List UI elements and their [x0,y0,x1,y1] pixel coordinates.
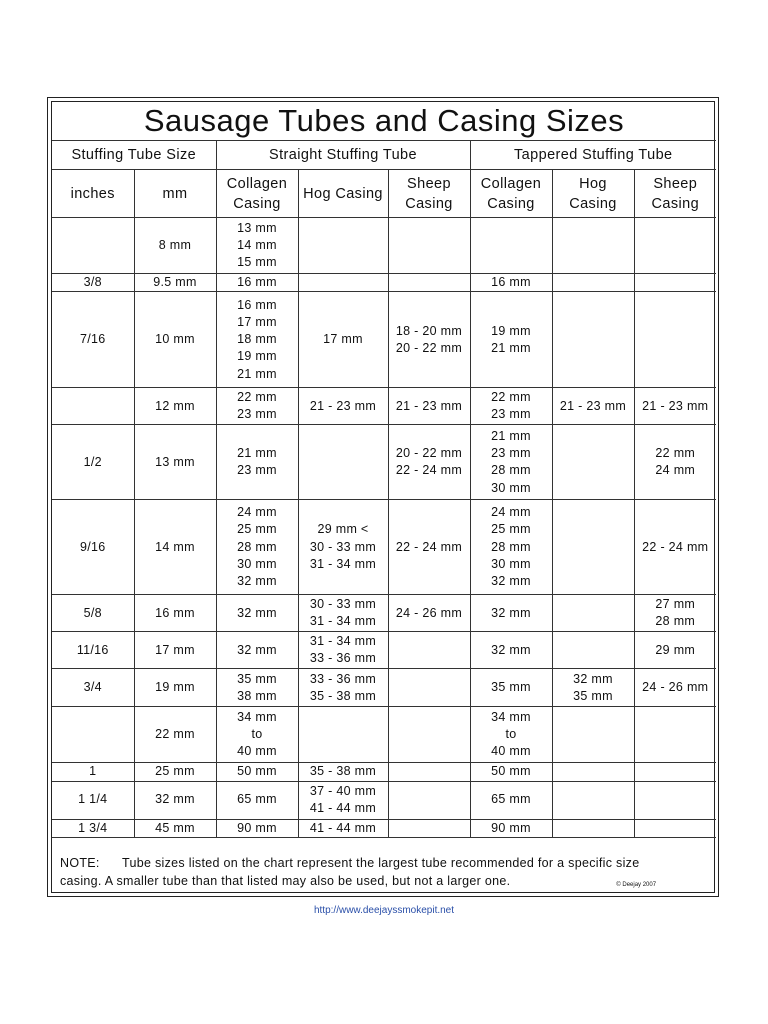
column-header-line: Collagen [480,175,542,192]
column-header-t-hog [552,170,634,218]
table-cell-s-collagen [216,218,298,274]
cell-value: 16 mm [155,605,195,620]
table-cell-s-sheep [388,292,470,388]
table-cell-inches [52,274,134,292]
cell-value: 30 mm [237,556,277,571]
cell-value: 10 mm [155,332,195,347]
cell-value: 28 mm [491,539,531,554]
table-cell-inches [52,218,134,274]
table-cell-s-sheep [388,595,470,632]
table-cell-t-collagen [470,763,552,781]
table-cell-s-collagen [216,595,298,632]
table-row [52,425,716,500]
cell-value: 31 - 34 mm [309,556,377,571]
cell-value: to [505,727,517,742]
cell-value: 21 - 23 mm [642,398,709,413]
note-label: NOTE: [60,855,100,870]
cell-value: 24 - 26 mm [642,680,709,695]
cell-value: 23 mm [491,407,531,422]
table-cell-t-sheep [634,595,716,632]
cell-value: 17 mm [323,332,363,347]
cell-value: 21 mm [237,446,277,460]
cell-value: 25 mm [237,522,277,537]
table-cell-s-sheep [388,218,470,274]
column-header-line: Sheep [653,175,698,192]
cell-value: 1 3/4 [78,820,108,835]
column-header-s-collagen [216,170,298,218]
cell-value: 40 mm [237,744,277,759]
table-cell-s-collagen [216,781,298,819]
table-cell-t-collagen [470,274,552,292]
table-cell-mm [134,632,216,669]
cell-value: 41 - 44 mm [309,801,377,816]
table-cell-s-collagen [216,500,298,595]
cell-value: 35 - 38 mm [309,764,377,779]
page-title: Sausage Tubes and Casing Sizes [52,102,716,141]
cell-value: 25 mm [491,522,531,537]
cell-value: 21 - 23 mm [309,398,377,413]
table-cell-s-collagen [216,632,298,669]
cell-value: 15 mm [237,255,277,270]
cell-value: 14 mm [237,237,277,252]
table-cell-t-hog [552,595,634,632]
table-cell-t-hog [552,425,634,500]
cell-value: 34 mm [237,709,277,724]
table-cell-t-sheep [634,292,716,388]
cell-value: 19 mm [237,349,277,364]
table-cell-t-collagen [470,292,552,388]
table-cell-t-collagen [470,669,552,707]
table-cell-s-hog [298,388,388,425]
table-cell-mm [134,292,216,388]
note-line-2: casing. A smaller tube than that listed may also be used, but not a larger one. [60,873,511,888]
column-header-line: Hog [579,175,607,192]
cell-value: 35 mm [237,671,277,686]
cell-value: 90 mm [491,820,531,835]
table-cell-inches [52,669,134,707]
column-header-t-sheep [634,170,716,218]
column-header-line: Casing [405,195,453,212]
cell-value: 32 mm [155,792,195,807]
cell-value: 24 mm [237,505,277,520]
table-cell-inches [52,292,134,388]
cell-value: 22 mm [237,390,277,404]
cell-value: 40 mm [491,744,531,759]
table-cell-inches [52,425,134,500]
table-cell-mm [134,500,216,595]
cell-value: 65 mm [491,792,531,807]
column-header-line: Casing [651,195,700,212]
cell-value: 17 mm [155,642,195,657]
cell-value: 9.5 mm [153,275,197,289]
cell-value: 45 mm [155,820,195,835]
table-cell-mm [134,763,216,781]
cell-value: 29 mm [655,642,696,657]
table-cell-t-hog [552,707,634,763]
group-header-stuffing-tube-size: Stuffing Tube Size [52,141,216,170]
table-cell-s-collagen [216,763,298,781]
column-header-line: Casing [233,195,281,212]
table-cell-t-hog [552,763,634,781]
table-cell-s-collagen [216,819,298,837]
table-cell-s-sheep [388,388,470,425]
website-link[interactable]: http://www.deejayssmokepit.net [313,905,455,916]
table-cell-s-sheep [388,274,470,292]
cell-value: 50 mm [237,764,277,779]
table-row [52,781,716,819]
table-row [52,763,716,781]
cell-value: 30 mm [491,480,531,495]
table-cell-s-collagen [216,292,298,388]
cell-value: 22 mm [655,446,696,460]
table-cell-t-sheep [634,781,716,819]
table-cell-s-hog [298,707,388,763]
table-cell-t-sheep [634,669,716,707]
table-cell-s-collagen [216,274,298,292]
table-cell-t-collagen [470,781,552,819]
table-cell-mm [134,707,216,763]
table-cell-t-collagen [470,595,552,632]
table-cell-s-collagen [216,425,298,500]
table-cell-t-hog [552,632,634,669]
column-header-mm [134,170,216,218]
column-header-line: Hog Casing [303,185,383,202]
table-cell-t-hog [552,218,634,274]
cell-value: 35 - 38 mm [309,688,377,703]
cell-value: 23 mm [237,407,277,422]
table-cell-mm [134,425,216,500]
cell-value: 21 mm [237,366,277,381]
table-cell-s-hog [298,500,388,595]
cell-value: 29 mm < [317,522,369,537]
column-header-row [52,170,716,218]
cell-value: 16 mm [237,297,277,312]
cell-value: 32 mm [491,605,531,620]
cell-value: 32 mm [573,671,613,686]
cell-value: 21 - 23 mm [559,398,627,413]
cell-value: 20 - 22 mm [395,446,463,460]
cell-value: 25 mm [155,764,195,779]
table-cell-s-collagen [216,669,298,707]
column-header-line: Collagen [226,175,288,192]
table-cell-t-collagen [470,632,552,669]
cell-value: 23 mm [237,463,277,478]
table-cell-s-hog [298,218,388,274]
cell-value: 8 mm [158,237,192,252]
table-row [52,500,716,595]
table-row [52,632,716,669]
column-header-line: Casing [487,195,535,212]
column-header-line: inches [70,185,115,202]
cell-value: 12 mm [155,398,195,413]
cell-value: 13 mm [155,454,195,469]
cell-value: 3/4 [83,680,102,695]
table-cell-t-sheep [634,500,716,595]
cell-value: 20 - 22 mm [395,340,463,355]
chart-frame [47,97,719,897]
title-row [52,102,716,141]
table-cell-s-sheep [388,707,470,763]
cell-value: 1 [89,764,97,779]
cell-value: 33 - 36 mm [309,671,377,686]
table-cell-s-hog [298,763,388,781]
table-cell-inches [52,707,134,763]
table-row [52,292,716,388]
cell-value: 27 mm [655,597,696,611]
cell-value: 32 mm [491,642,531,657]
cell-value: 16 mm [237,275,277,289]
table-cell-t-collagen [470,500,552,595]
cell-value: 13 mm [237,220,277,235]
table-cell-s-sheep [388,500,470,595]
cell-value: 38 mm [237,688,277,703]
table-cell-s-hog [298,425,388,500]
table-cell-t-sheep [634,425,716,500]
table-cell-mm [134,388,216,425]
cell-value: 33 - 36 mm [309,651,377,666]
group-header-row [52,141,716,170]
cell-value: 5/8 [83,605,102,620]
cell-value: 35 mm [491,680,531,695]
table-cell-t-collagen [470,388,552,425]
table-cell-s-sheep [388,763,470,781]
table-row [52,388,716,425]
column-header-inches [52,170,134,218]
cell-value: 32 mm [491,574,531,589]
cell-value: 16 mm [491,275,531,289]
table-cell-inches [52,781,134,819]
table-cell-mm [134,819,216,837]
table-cell-s-hog [298,781,388,819]
table-cell-s-collagen [216,388,298,425]
table-cell-s-hog [298,819,388,837]
cell-value: 22 - 24 mm [642,539,709,554]
table-cell-inches [52,595,134,632]
column-header-s-sheep [388,170,470,218]
table-cell-inches [52,632,134,669]
table-cell-s-hog [298,669,388,707]
cell-value: 30 - 33 mm [309,539,377,554]
cell-value: 21 mm [491,340,531,355]
cell-value: 19 mm [491,323,531,338]
column-header-line: Casing [569,195,617,212]
table-cell-t-sheep [634,632,716,669]
table-cell-s-hog [298,274,388,292]
table-cell-s-hog [298,632,388,669]
table-row [52,218,716,274]
note [52,837,716,898]
table-cell-t-hog [552,388,634,425]
cell-value: 9/16 [79,539,106,554]
table-cell-inches [52,500,134,595]
table-cell-inches [52,388,134,425]
table-cell-inches [52,763,134,781]
cell-value: 24 mm [655,463,696,478]
table-cell-t-sheep [634,763,716,781]
cell-value: 32 mm [237,642,277,657]
cell-value: 34 mm [491,709,531,724]
cell-value: 18 - 20 mm [395,323,463,338]
cell-value: 90 mm [237,820,277,835]
table-cell-t-sheep [634,274,716,292]
table-cell-s-sheep [388,425,470,500]
cell-value: 11/16 [76,642,109,657]
table-row [52,595,716,632]
group-header-tappered: Tappered Stuffing Tube [470,141,716,170]
table-cell-mm [134,274,216,292]
cell-value: 28 mm [491,463,531,478]
cell-value: 22 mm [491,390,531,404]
note-row [52,837,716,898]
table-cell-s-collagen [216,707,298,763]
cell-value: 21 mm [491,428,531,443]
cell-value: 32 mm [237,574,277,589]
cell-value: 30 mm [491,556,531,571]
table-cell-t-collagen [470,819,552,837]
cell-value: 18 mm [237,332,277,347]
table-cell-s-hog [298,595,388,632]
table-cell-t-sheep [634,388,716,425]
cell-value: 28 mm [655,614,696,629]
cell-value: 50 mm [491,764,531,779]
table-cell-mm [134,781,216,819]
table-cell-t-sheep [634,218,716,274]
cell-value: 37 - 40 mm [309,783,377,798]
table-cell-t-hog [552,500,634,595]
copyright: © Deejay 2007 [616,881,657,888]
table-cell-s-sheep [388,632,470,669]
column-header-s-hog [298,170,388,218]
cell-value: 21 - 23 mm [395,398,463,413]
table-cell-s-sheep [388,781,470,819]
note-line-1: Tube sizes listed on the chart represent the largest tube recommended for a specific size [122,855,640,870]
cell-value: 30 - 33 mm [309,597,377,611]
table-body [52,218,716,838]
table-cell-s-hog [298,292,388,388]
table-row [52,669,716,707]
cell-value: 24 - 26 mm [395,605,463,620]
group-header-straight: Straight Stuffing Tube [216,141,470,170]
table-cell-t-hog [552,781,634,819]
table-cell-t-hog [552,669,634,707]
table-cell-t-hog [552,819,634,837]
cell-value: 3/8 [83,275,102,289]
cell-value: 22 - 24 mm [395,539,463,554]
table-row [52,274,716,292]
column-header-t-collagen [470,170,552,218]
table-cell-t-sheep [634,819,716,837]
cell-value: 1 1/4 [78,792,108,807]
table-cell-mm [134,218,216,274]
table-cell-inches [52,819,134,837]
cell-value: 22 mm [155,727,195,742]
cell-value: 14 mm [155,539,195,554]
column-header-line: Sheep [407,175,451,192]
table-cell-t-sheep [634,707,716,763]
cell-value: 65 mm [237,792,277,807]
chart-inner-border [51,101,715,893]
table-cell-t-collagen [470,425,552,500]
table-cell-t-hog [552,292,634,388]
cell-value: 31 - 34 mm [309,634,377,648]
cell-value: 28 mm [237,539,277,554]
cell-value: 31 - 34 mm [309,614,377,629]
cell-value: 7/16 [79,332,106,347]
cell-value: 35 mm [573,688,613,703]
table-cell-t-hog [552,274,634,292]
cell-value: 23 mm [491,446,531,460]
cell-value: 1/2 [83,454,102,469]
column-header-line: mm [162,185,188,202]
cell-value: 32 mm [237,605,277,620]
table-cell-t-collagen [470,218,552,274]
table-row [52,707,716,763]
casing-size-table [52,102,716,898]
cell-value: 17 mm [237,314,277,329]
table-cell-s-sheep [388,819,470,837]
table-cell-mm [134,595,216,632]
cell-value: 41 - 44 mm [309,820,377,835]
table-row [52,819,716,837]
cell-value: to [251,727,263,742]
table-cell-s-sheep [388,669,470,707]
cell-value: 19 mm [155,680,195,695]
cell-value: 22 - 24 mm [395,463,463,478]
cell-value: 24 mm [491,505,531,520]
table-cell-mm [134,669,216,707]
table-cell-t-collagen [470,707,552,763]
